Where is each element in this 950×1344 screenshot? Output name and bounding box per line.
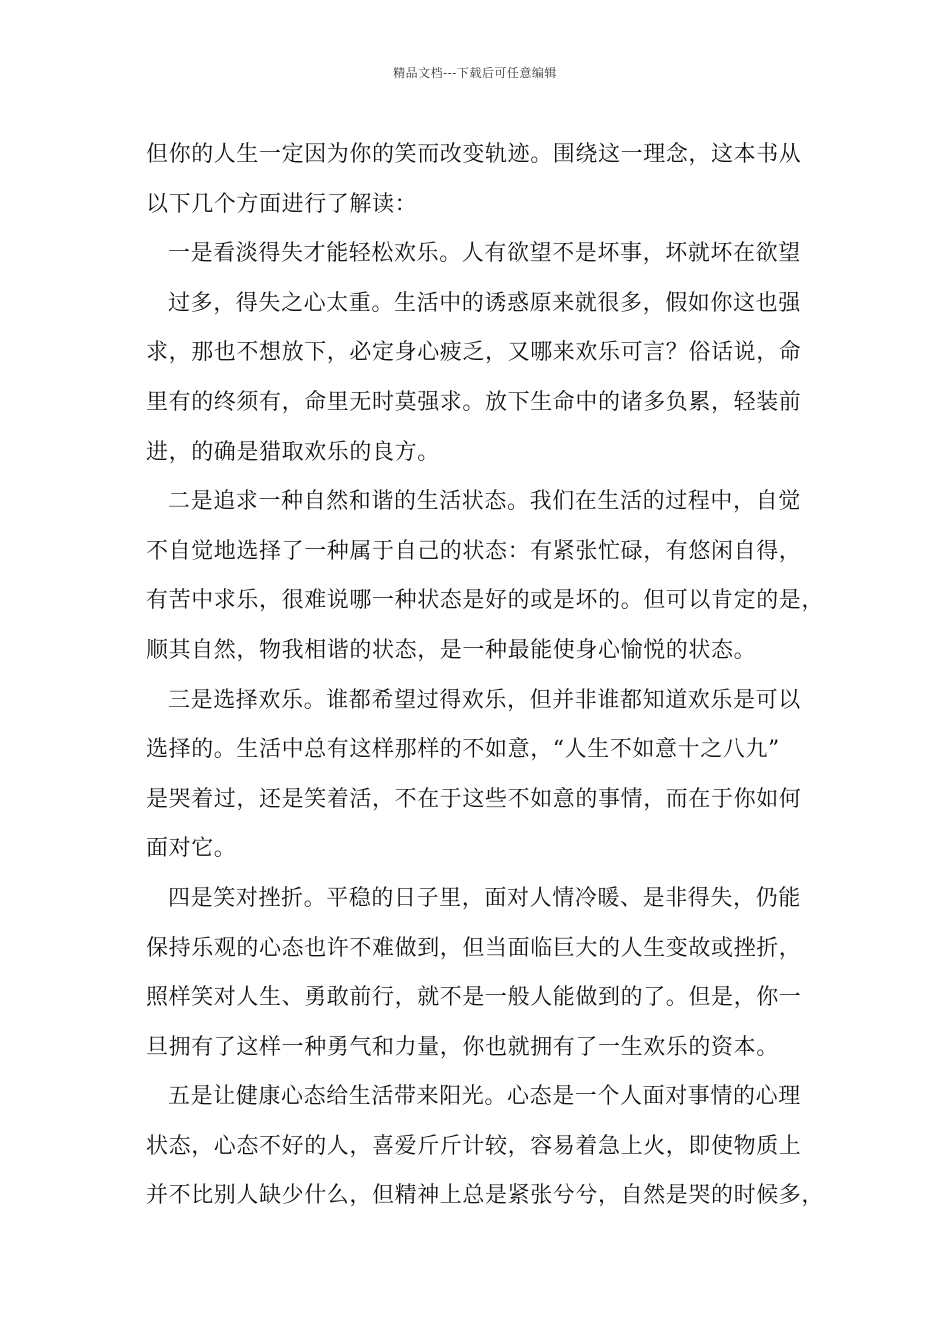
text-line: 一是看淡得失才能轻松欢乐。人有欲望不是坏事，坏就坏在欲望 bbox=[168, 241, 801, 267]
text-line: 旦拥有了这样一种勇气和力量，你也就拥有了一生欢乐的资本。 bbox=[146, 1034, 779, 1060]
text-line: 四是笑对挫折。平稳的日子里，面对人情冷暖、是非得失，仍能 bbox=[168, 885, 801, 911]
text-line: 状态，心态不好的人，喜爱斤斤计较，容易着急上火，即使物质上 bbox=[146, 1133, 802, 1159]
text-line: 进，的确是猎取欢乐的良方。 bbox=[146, 439, 440, 465]
text-line: 选择的。生活中总有这样那样的不如意，“人生不如意十之八九” bbox=[146, 737, 780, 763]
text-line: 面对它。 bbox=[146, 836, 237, 862]
text-line: 照样笑对人生、勇敢前行，就不是一般人能做到的了。但是，你一 bbox=[146, 985, 802, 1011]
text-line: 是哭着过，还是笑着活，不在于这些不如意的事情，而在于你如何 bbox=[146, 786, 802, 812]
text-line: 有苦中求乐，很难说哪一种状态是好的或是坏的。但可以肯定的是， bbox=[146, 588, 825, 614]
text-line: 不自觉地选择了一种属于自己的状态：有紧张忙碌，有悠闲自得， bbox=[146, 538, 802, 564]
text-line: 三是选择欢乐。谁都希望过得欢乐，但并非谁都知道欢乐是可以 bbox=[168, 687, 801, 713]
text-line: 求，那也不想放下，必定身心疲乏，又哪来欢乐可言？俗话说，命 bbox=[146, 340, 802, 366]
document-body bbox=[146, 130, 826, 1221]
text-line: 二是追求一种自然和谐的生活状态。我们在生活的过程中，自觉 bbox=[168, 489, 801, 515]
text-line: 保持乐观的心态也许不难做到，但当面临巨大的人生变故或挫折， bbox=[146, 935, 802, 961]
text-line: 但你的人生一定因为你的笑而改变轨迹。围绕这一理念，这本书从 bbox=[146, 142, 802, 167]
text-line: 以下几个方面进行了解读： bbox=[146, 191, 418, 217]
text-line: 里有的终须有，命里无时莫强求。放下生命中的诸多负累，轻装前 bbox=[146, 389, 802, 415]
text-line: 顺其自然，物我相谐的状态，是一种最能使身心愉悦的状态。 bbox=[146, 637, 757, 663]
page-header: 精品文档---下载后可任意编辑 bbox=[393, 66, 557, 80]
text-line: 五是让健康心态给生活带来阳光。心态是一个人面对事情的心理 bbox=[168, 1084, 801, 1110]
text-line: 过多，得失之心太重。生活中的诱惑原来就很多，假如你这也强 bbox=[168, 290, 801, 316]
text-line: 并不比别人缺少什么，但精神上总是紧张兮兮，自然是哭的时候多， bbox=[146, 1183, 825, 1209]
